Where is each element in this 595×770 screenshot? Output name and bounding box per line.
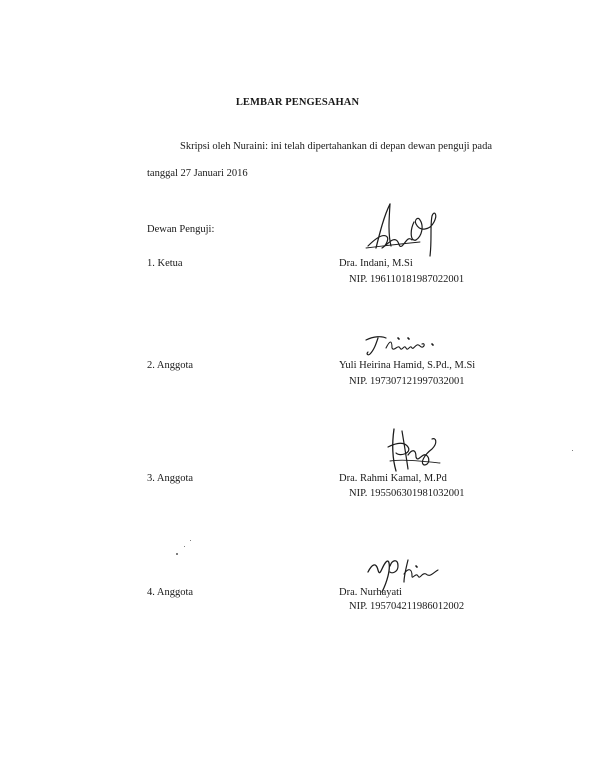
member-3-name: Dra. Rahmi Kamal, M.Pd: [339, 473, 447, 484]
signature-member-2: [362, 330, 442, 360]
member-4-role: 4. Anggota: [147, 587, 194, 598]
intro-text-line-1: Skripsi oleh Nuraini: ini telah dipertahankan di depan dewan penguji pada: [180, 141, 492, 152]
intro-text-line-2: tanggal 27 Januari 2016: [147, 168, 248, 179]
examiner-board-label: Dewan Penguji:: [147, 224, 215, 235]
member-1-nip: NIP. 196110181987022001: [349, 274, 465, 285]
member-4-name: Dra. Nurhayati: [339, 587, 402, 598]
member-1-name: Dra. Indani, M.Si: [339, 258, 413, 269]
scan-speck: [176, 553, 178, 555]
member-4-nip: NIP. 195704211986012002: [349, 601, 465, 612]
member-2-name: Yuli Heirina Hamid, S.Pd., M.Si: [339, 360, 476, 371]
scan-speck: [184, 546, 185, 547]
member-2-role: 2. Anggota: [147, 360, 194, 371]
member-1-role: 1. Ketua: [147, 258, 183, 269]
scan-speck: [190, 540, 191, 541]
document-title: LEMBAR PENGESAHAN: [235, 97, 360, 108]
signature-member-4: [364, 554, 444, 594]
signature-member-1: [360, 200, 450, 265]
member-3-role: 3. Anggota: [147, 473, 194, 484]
scan-speck: [572, 450, 573, 451]
signature-member-3: [386, 425, 446, 475]
member-3-nip: NIP. 195506301981032001: [349, 488, 465, 499]
member-2-nip: NIP. 197307121997032001: [349, 376, 465, 387]
